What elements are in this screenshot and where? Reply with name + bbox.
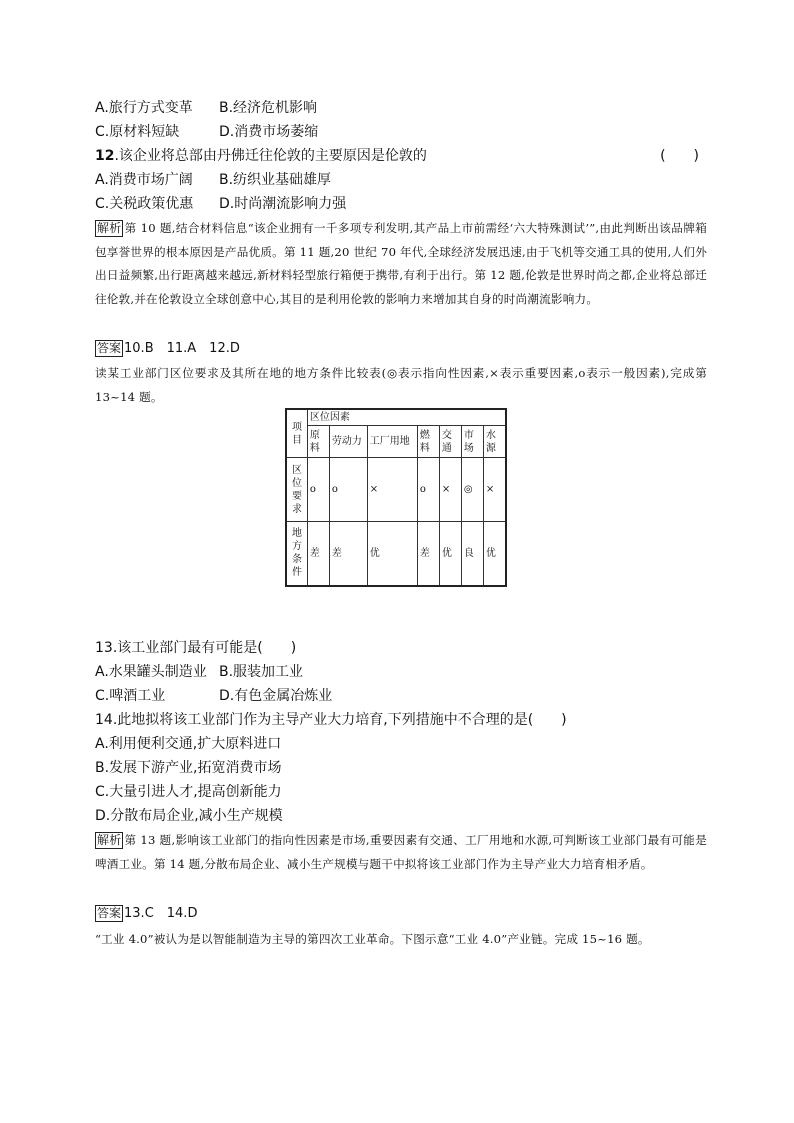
- analysis-text: 第 10 题,结合材料信息“该企业拥有一千多项专利发明,其产品上市前需经‘六大特殊测试’”,由此判断出该品牌箱包享誉世界的根本原因是产品优质。第 11 题,20 世纪 70 年代,全球经济发展迅速,由于飞机等交通工具的使用,人们外出日益频繁,出行距离越来越远,新材料轻型旅行箱便于携带,有利于出行。第 12 题,伦敦是世界时尚之都,企业将总部迁往伦敦,并在伦敦设立全球创意中心,其目的是利用伦敦的影响力来增加其自身的时尚潮流影响力。: [95, 221, 707, 306]
- answer-10-12: [95, 340, 240, 358]
- q12-answer-paren: ( ): [660, 148, 699, 164]
- q12-stem: [95, 146, 699, 166]
- analysis-tag: 解析: [97, 833, 122, 847]
- table-col-header: 燃料: [417, 426, 439, 458]
- q12-option-b: B.纺织业基础雄厚: [219, 172, 332, 188]
- table-col-header: 劳动力: [329, 426, 367, 458]
- q13-option-c: C.啤酒工业: [95, 688, 166, 704]
- q12-option-c: C.关税政策优惠: [95, 196, 194, 212]
- table-cell: 差: [307, 522, 329, 586]
- intro-13-14: 读某工业部门区位要求及其所在地的地方条件比较表(◎表示指向性因素,×表示重要因素,o表示一般因素),完成第 13~14 题。: [95, 366, 707, 404]
- q12-option-a: A.消费市场广阔: [95, 172, 193, 188]
- table-cell: ×: [483, 458, 506, 522]
- table-row-label: 地方条件: [286, 522, 307, 586]
- table-col-header: 水源: [483, 426, 506, 458]
- intro-15-16: “工业 4.0”被认为是以智能制造为主导的第四次工业革命。下图示意“工业 4.0”产业链。完成 15~16 题。: [95, 932, 650, 946]
- table-group-header: 区位因素: [307, 409, 506, 426]
- table-col-header: 原料: [307, 426, 329, 458]
- q12-option-d: D.时尚潮流影响力强: [219, 196, 347, 212]
- q14-option-d: D.分散布局企业,减小生产规模: [95, 808, 283, 824]
- answer-tag: 答案: [97, 906, 122, 920]
- q11-option-d: D.消费市场萎缩: [219, 124, 319, 140]
- table-col-header: 市场: [461, 426, 483, 458]
- table-cell: 良: [461, 522, 483, 586]
- q13-options-row2: [95, 686, 333, 706]
- table-item-header: 项目: [286, 409, 307, 458]
- q11-option-a: A.旅行方式变革: [95, 100, 193, 116]
- analysis-13-14: [95, 829, 707, 876]
- q11-option-c: C.原材料短缺: [95, 124, 180, 140]
- table-cell: 优: [367, 522, 417, 586]
- table-cell: 差: [329, 522, 367, 586]
- q12-options-row1: [95, 170, 332, 190]
- table-cell: o: [307, 458, 329, 522]
- q14-option-b: B.发展下游产业,拓宽消费市场: [95, 760, 282, 776]
- table-cell: ◎: [461, 458, 483, 522]
- q14-stem: 14.此地拟将该工业部门作为主导产业大力培育,下列措施中不合理的是( ): [95, 712, 567, 728]
- table-col-header: 交通: [439, 426, 461, 458]
- analysis-10-12: [95, 217, 707, 311]
- analysis-tag: 解析: [97, 221, 122, 235]
- answer-text: 13.C 14.D: [124, 906, 198, 921]
- answer-13-14: [95, 905, 197, 923]
- q12-number: 12: [95, 148, 115, 164]
- q13-stem: 13.该工业部门最有可能是( ): [95, 640, 297, 656]
- analysis-text: 第 13 题,影响该工业部门的指向性因素是市场,重要因素有交通、工厂用地和水源,可判断该工业部门最有可能是啤酒工业。第 14 题,分散布局企业、减小生产规模与题干中拟将该工业部门作为主导产业大力培育相矛盾。: [95, 833, 707, 871]
- table-col-header: 工厂用地: [367, 426, 417, 458]
- q14-option-c: C.大量引进人才,提高创新能力: [95, 784, 282, 800]
- q13-option-a: A.水果罐头制造业: [95, 664, 207, 680]
- table-cell: 优: [483, 522, 506, 586]
- table-cell: ×: [367, 458, 417, 522]
- answer-tag: 答案: [97, 341, 122, 355]
- q12-options-row2: [95, 194, 347, 214]
- q14-option-a: A.利用便利交通,扩大原料进口: [95, 736, 282, 752]
- q11-options-row2: [95, 122, 319, 142]
- table-cell: o: [329, 458, 367, 522]
- q13-option-d: D.有色金属冶炼业: [219, 688, 333, 704]
- table-cell: o: [417, 458, 439, 522]
- q13-option-b: B.服装加工业: [219, 664, 304, 680]
- table-row-label: 区位要求: [286, 458, 307, 522]
- table-cell: ×: [439, 458, 461, 522]
- q11-options-row1: [95, 98, 318, 118]
- answer-text: 10.B 11.A 12.D: [124, 341, 240, 356]
- table-cell: 差: [417, 522, 439, 586]
- table-cell: 优: [439, 522, 461, 586]
- q11-option-b: B.经济危机影响: [219, 100, 318, 116]
- location-factor-table: [285, 408, 507, 587]
- q13-options-row1: [95, 662, 304, 682]
- q12-text: .该企业将总部由丹佛迁往伦敦的主要原因是伦敦的: [114, 148, 427, 164]
